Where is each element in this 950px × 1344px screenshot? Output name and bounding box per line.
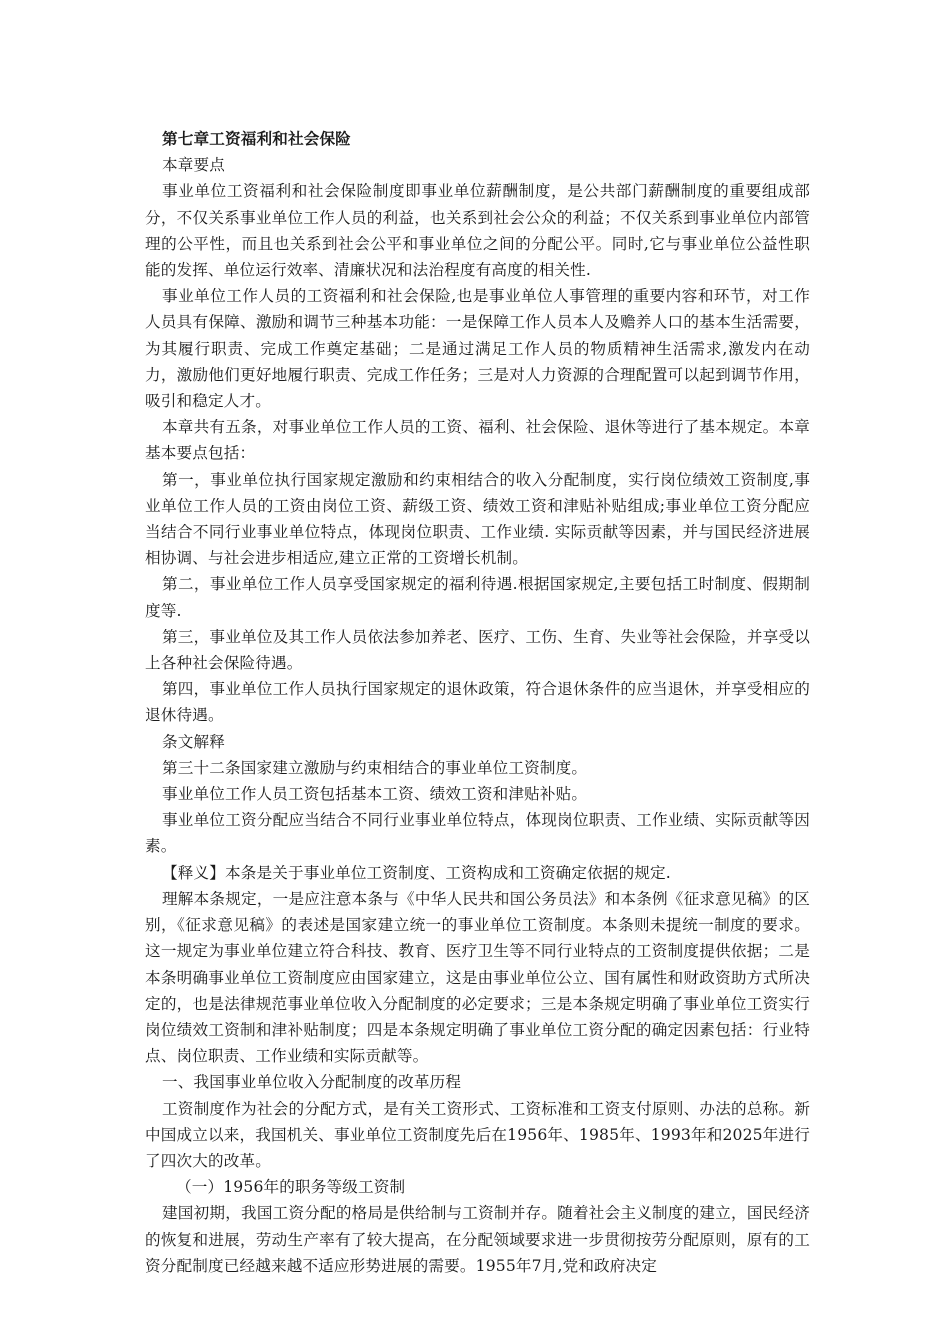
section-heading: 条文解释 xyxy=(162,732,225,751)
body-paragraph: 事业单位工作人员的工资福利和社会保险,也是事业单位人事管理的重要内容和环节，对工作人员具有保障、激励和调节三种基本功能：一是保障工作人员本人及赡养人口的基本生活需要，为其履行职责、完成工作奠定基础；二是通过满足工作人员的物质精神生活需求,激发内在动力，激励他们更好地履行职责、完成工作任务；三是对人力资源的合理配置可以起到调节作用，吸引和稳定人才。 xyxy=(145,287,810,411)
chapter-title: 第七章工资福利和社会保险 xyxy=(162,129,351,148)
article-text: 事业单位工作人员工资包括基本工资、绩效工资和津贴补贴。 xyxy=(162,785,588,804)
body-paragraph: 第一，事业单位执行国家规定激励和约束相结合的收入分配制度，实行岗位绩效工资制度,事业单位工作人员的工资由岗位工资、薪级工资、绩效工资和津贴补贴组成;事业单位工资分配应当结合不同行业事业单位特点，体现岗位职责、工作业绩. 实际贡献等因素，并与国民经济进展相协调、与社会进步相适应,建立正常的工资增长机制。 xyxy=(145,470,810,568)
body-paragraph: 建国初期，我国工资分配的格局是供给制与工资制并存。随着社会主义制度的建立，国民经济的恢复和进展，劳动生产率有了较大提高，在分配领域要求进一步贯彻按劳分配原则，原有的工资分配制度已经越来越不适应形势进展的需要。1955年7月,党和政府决定 xyxy=(145,1204,810,1275)
body-paragraph: 工资制度作为社会的分配方式，是有关工资形式、工资标准和工资支付原则、办法的总称。新中国成立以来，我国机关、事业单位工资制度先后在1956年、1985年、1993年和2025年进行了四次大的改革。 xyxy=(145,1099,810,1170)
article-text: 事业单位工资分配应当结合不同行业事业单位特点，体现岗位职责、工作业绩、实际贡献等因素。 xyxy=(145,811,810,856)
section-heading: 本章要点 xyxy=(162,156,225,175)
article-text: 第三十二条国家建立激励与约束相结合的事业单位工资制度。 xyxy=(162,758,588,777)
body-paragraph: 第三，事业单位及其工作人员依法参加养老、医疗、工伤、生育、失业等社会保险，并享受以上各种社会保险待遇。 xyxy=(145,627,810,673)
subsection-heading: （一）1956年的职务等级工资制 xyxy=(176,1178,406,1197)
body-paragraph: 事业单位工资福利和社会保险制度即事业单位薪酬制度，是公共部门薪酬制度的重要组成部分，不仅关系事业单位工作人员的利益，也关系到社会公众的利益；不仅关系到事业单位内部管理的公平性，而且也关系到社会公平和事业单位之间的分配公平。同时,它与事业单位公益性职能的发挥、单位运行效率、清廉状况和法治程度有高度的相关性. xyxy=(145,182,810,280)
document-body xyxy=(145,126,810,1279)
interpretation-paragraph: 【释义】本条是关于事业单位工资制度、工资构成和工资确定依据的规定. xyxy=(162,863,671,882)
body-paragraph: 理解本条规定，一是应注意本条与《中华人民共和国公务员法》和本条例《征求意见稿》的区别，《征求意见稿》的表述是国家建立统一的事业单位工资制度。本条则未提统一制度的要求。这一规定为事业单位建立符合科技、教育、医疗卫生等不同行业特点的工资制度提供依据；二是本条明确事业单位工资制度应由国家建立，这是由事业单位公立、国有属性和财政资助方式所决定的，也是法律规范事业单位收入分配制度的必定要求；三是本条规定明确了事业单位工资实行岗位绩效工资制和津补贴制度；四是本条规定明确了事业单位工资分配的确定因素包括：行业特点、岗位职责、工作业绩和实际贡献等。 xyxy=(145,889,810,1066)
body-paragraph: 第四，事业单位工作人员执行国家规定的退休政策，符合退休条件的应当退休，并享受相应的退休待遇。 xyxy=(145,680,810,725)
body-paragraph: 本章共有五条，对事业单位工作人员的工资、福利、社会保险、退休等进行了基本规定。本章基本要点包括： xyxy=(145,418,810,463)
subsection-heading: 一、我国事业单位收入分配制度的改革历程 xyxy=(162,1073,462,1092)
body-paragraph: 第二，事业单位工作人员享受国家规定的福利待遇.根据国家规定,主要包括工时制度、假期制度等. xyxy=(145,575,810,620)
